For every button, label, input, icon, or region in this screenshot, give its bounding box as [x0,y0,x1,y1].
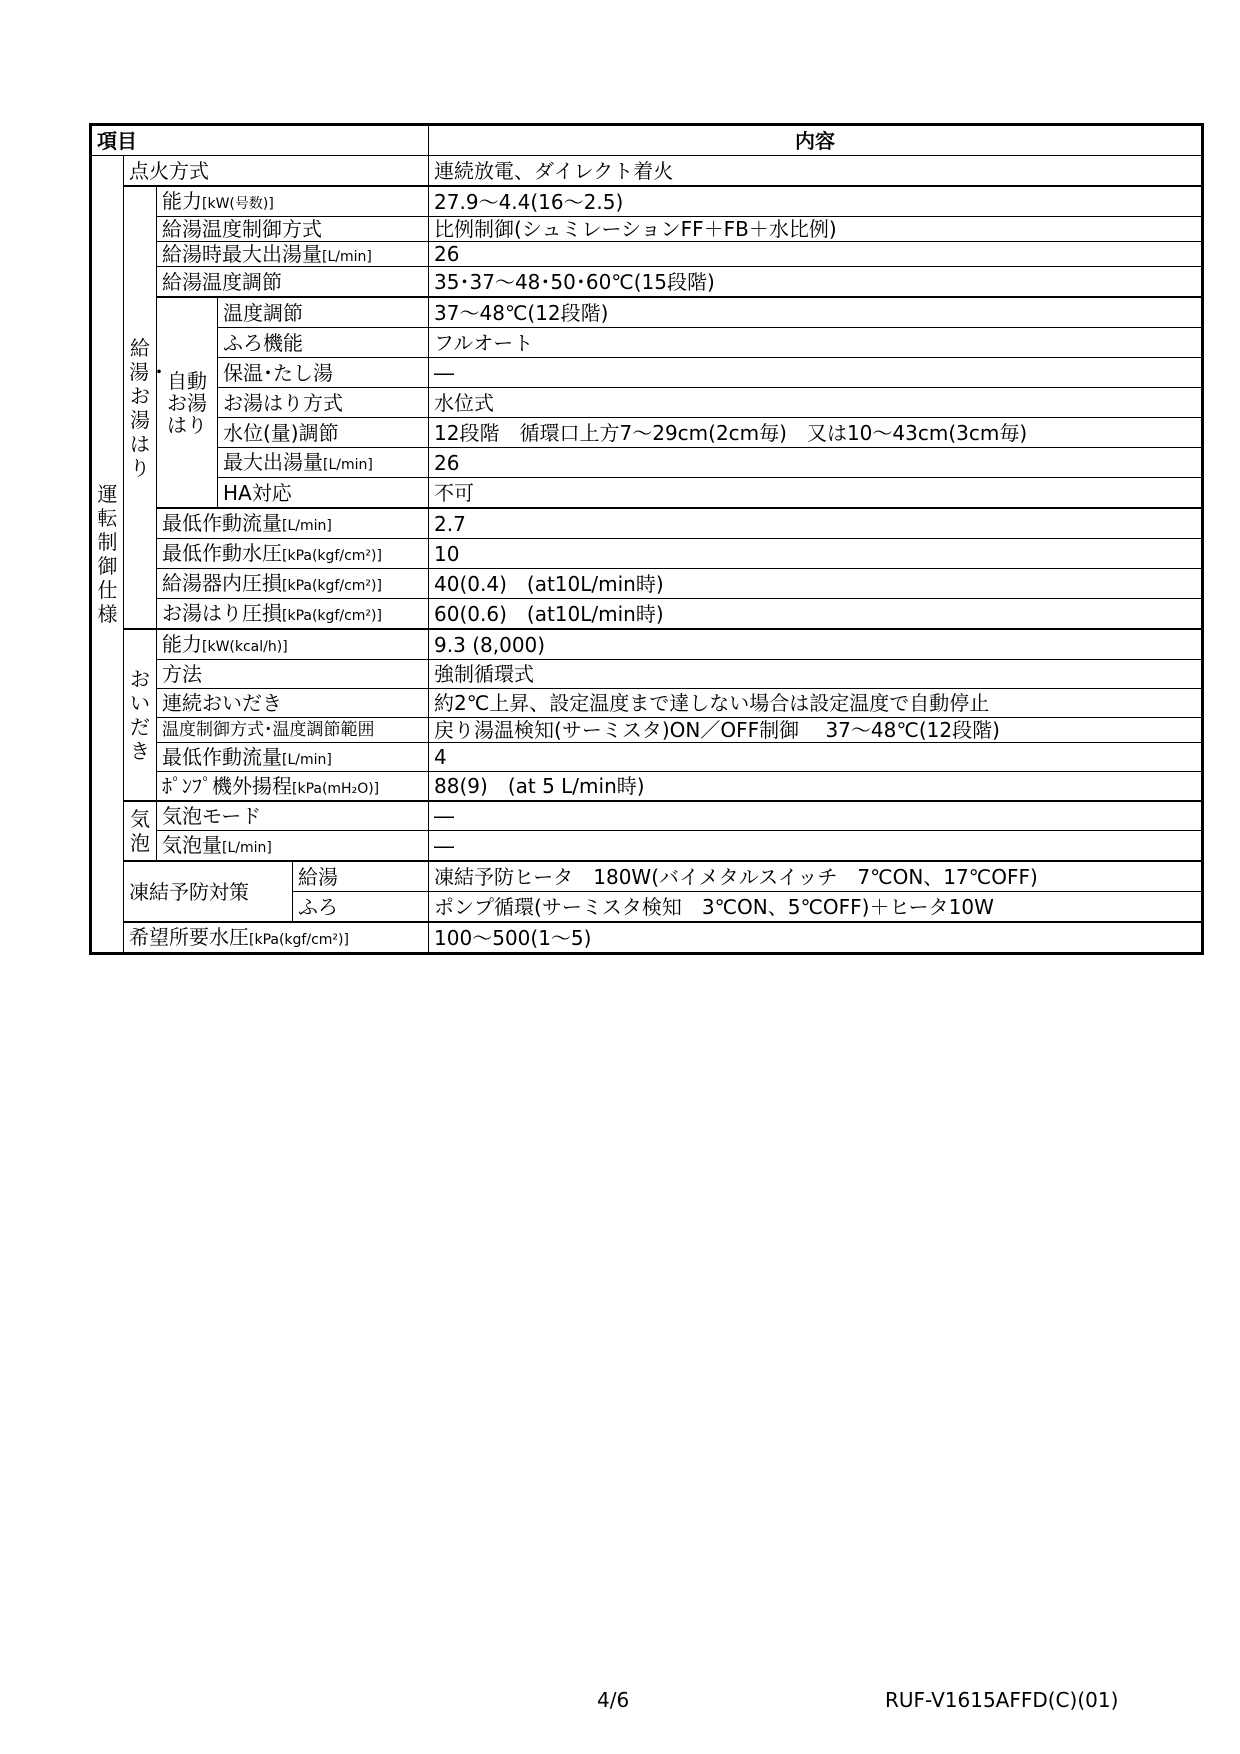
group-auto-label [157,297,218,508]
row-label: 能力[kW(kcal/h)] [157,629,429,660]
group-kihou-label: 気泡 [124,801,157,861]
row-label: 最低作動流量[L/min] [157,508,429,539]
spec-row [91,743,1203,772]
spec-row [91,297,1203,328]
spec-row [91,599,1203,630]
group-kyuto-label: 給湯・お湯はり [124,186,157,629]
auto-line: お湯 [167,390,207,415]
row-value: 35･37～48･50･60℃(15段階) [429,267,1203,298]
group-freeze-label: 凍結予防対策 [124,861,293,922]
row-value: 9.3 (8,000) [429,629,1203,660]
spec-row [91,328,1203,358]
row-value: ― [429,801,1203,831]
row-label: 温度制御方式･温度調節範囲 [157,718,429,743]
row-label: 保温･たし湯 [218,358,429,388]
row-value: 26 [429,242,1203,267]
row-label: 給湯器内圧損[kPa(kgf/cm²)] [157,569,429,599]
row-value: 2.7 [429,508,1203,539]
row-value: 4 [429,743,1203,772]
row-label: お湯はり方式 [218,388,429,418]
row-label: 給湯 [293,861,429,892]
row-label: ふろ [293,892,429,923]
spec-row [91,508,1203,539]
row-value: 不可 [429,478,1203,509]
row-value: ポンプ循環(サーミスタ検知 3℃ON、5℃OFF)＋ヒータ10W [429,892,1203,923]
row-value: 凍結予防ヒータ 180W(バイメタルスイッチ 7℃ON、17℃OFF) [429,861,1203,892]
row-label: ﾎﾟﾝﾌﾟ機外揚程[kPa(mH₂O)] [157,772,429,802]
row-value: 27.9～4.4(16～2.5) [429,186,1203,217]
group-oidaki-label: おいだき [124,629,157,801]
row-value: 連続放電、ダイレクト着火 [429,156,1203,187]
header-content: 内容 [429,125,1203,156]
row-value: フルオート [429,328,1203,358]
row-value: 12段階 循環口上方7～29cm(2cm毎) 又は10～43cm(3cm毎) [429,418,1203,448]
row-value: 10 [429,539,1203,569]
row-value: 26 [429,448,1203,478]
row-label: 能力[kW(号数)] [157,186,429,217]
spec-row [91,267,1203,298]
row-value: 88(9) (at 5 L/min時) [429,772,1203,802]
row-label: 水位(量)調節 [218,418,429,448]
row-label: 温度調節 [218,297,429,328]
spec-row [91,418,1203,448]
row-label: 給湯温度制御方式 [157,217,429,242]
spec-row [91,242,1203,267]
row-value: ― [429,358,1203,388]
spec-row [91,660,1203,689]
row-value: 戻り湯温検知(サーミスタ)ON／OFF制御 37～48℃(12段階) [429,718,1203,743]
row-label: 連続おいだき [157,689,429,718]
spec-row [91,186,1203,217]
row-value: 100～500(1～5) [429,922,1203,954]
auto-line: はり [167,412,207,437]
row-label: 方法 [157,660,429,689]
header-row [91,125,1203,156]
row-label: 希望所要水圧[kPa(kgf/cm²)] [124,922,429,954]
auto-line: 自動 [167,368,207,393]
spec-row [91,156,1203,187]
row-label: 最低作動水圧[kPa(kgf/cm²)] [157,539,429,569]
spec-row [91,358,1203,388]
row-label: ふろ機能 [218,328,429,358]
row-label: 給湯時最大出湯量[L/min] [157,242,429,267]
row-label: 最低作動流量[L/min] [157,743,429,772]
spec-row [91,689,1203,718]
spec-row [91,448,1203,478]
spec-row [91,217,1203,242]
spec-row [91,569,1203,599]
row-label: お湯はり圧損[kPa(kgf/cm²)] [157,599,429,630]
spec-row [91,861,1203,892]
spec-row [91,629,1203,660]
row-value: 約2℃上昇、設定温度まで達しない場合は設定温度で自動停止 [429,689,1203,718]
row-value: 比例制御(シュミレーションFF＋FB＋水比例) [429,217,1203,242]
row-label: 最大出湯量[L/min] [218,448,429,478]
spec-row [91,718,1203,743]
row-value: 37～48℃(12段階) [429,297,1203,328]
spec-row [91,478,1203,509]
spec-row [91,388,1203,418]
spec-table [89,123,1204,955]
header-item: 項目 [91,125,429,156]
row-label: 点火方式 [124,156,429,187]
spec-row [91,922,1203,954]
page-number: 4/6 [597,1688,630,1712]
spec-row [91,772,1203,802]
spec-row [91,539,1203,569]
group-operation-label: 運転制御仕様 [91,156,124,954]
row-label: HA対応 [218,478,429,509]
row-value: 水位式 [429,388,1203,418]
row-value: 60(0.6) (at10L/min時) [429,599,1203,630]
spec-row [91,801,1203,831]
row-label: 給湯温度調節 [157,267,429,298]
model-number: RUF-V1615AFFD(C)(01) [885,1688,1119,1712]
spec-row [91,831,1203,862]
row-label: 気泡モード [157,801,429,831]
row-label: 気泡量[L/min] [157,831,429,862]
row-value: 40(0.4) (at10L/min時) [429,569,1203,599]
row-value: ― [429,831,1203,862]
row-value: 強制循環式 [429,660,1203,689]
